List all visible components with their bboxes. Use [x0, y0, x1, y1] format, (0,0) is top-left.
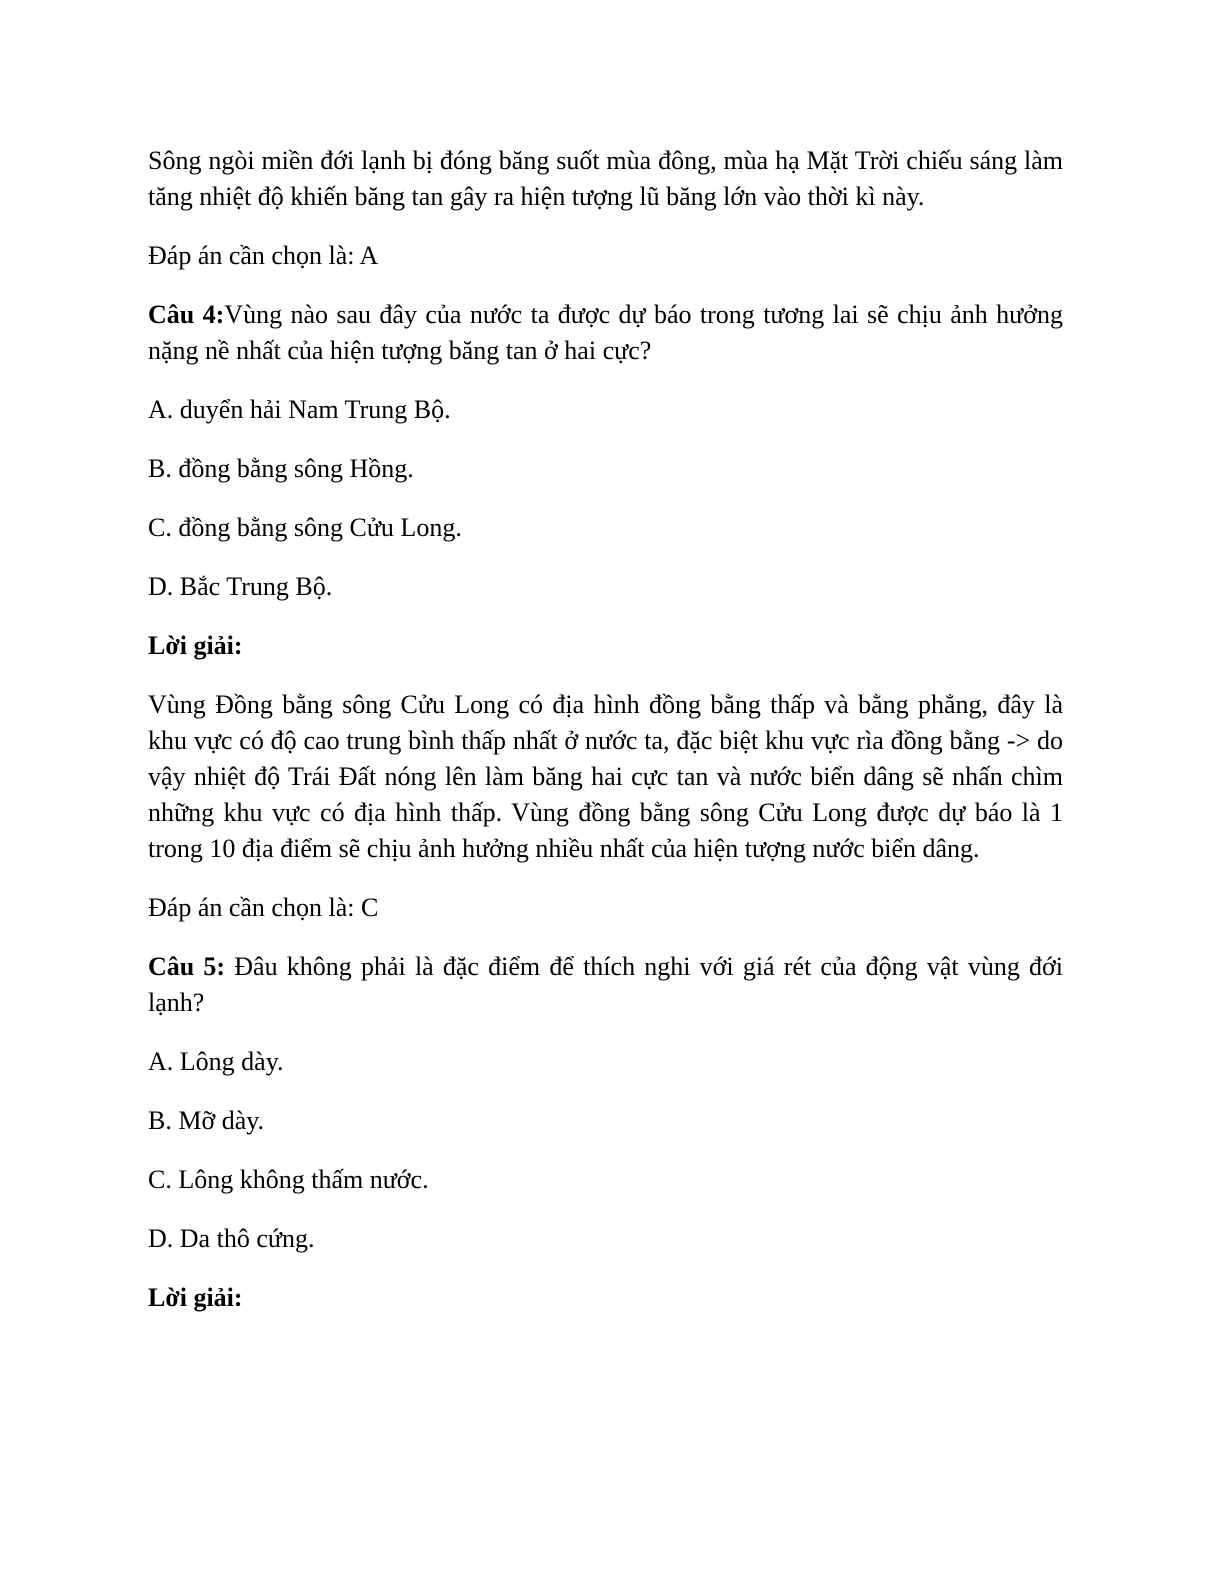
question-5-option-c: C. Lông không thấm nước.: [148, 1165, 429, 1194]
question-4-option-b: B. đồng bằng sông Hồng.: [148, 454, 414, 483]
question-5-text: Đâu không phải là đặc điểm để thích nghi với giá rét của động vật vùng đới lạnh?: [148, 952, 1063, 1017]
document-page: [148, 143, 1063, 1339]
question-4-option-a: A. duyển hải Nam Trung Bộ.: [148, 395, 451, 424]
question-4-solution: Vùng Đồng bằng sông Cửu Long có địa hình đồng bằng thấp và bằng phẳng, đây là khu vực có độ cao trung bình thấp nhất ở nước ta, đặc biệt khu vực rìa đồng bằng -> do vậy nhiệt độ Trái Đất nóng lên làm băng hai cực tan và nước biển dâng sẽ nhấn chìm những khu vực có địa hình thấp. Vùng đồng bằng sông Cửu Long được dự báo là 1 trong 10 địa điểm sẽ chịu ảnh hưởng nhiều nhất của hiện tượng nước biển dâng.: [148, 690, 1063, 863]
question-5-solution-label: Lời giải:: [148, 1283, 243, 1312]
question-5-option-a: A. Lông dày.: [148, 1047, 284, 1076]
answer-q3: Đáp án cần chọn là: A: [148, 241, 379, 270]
question-5: [148, 949, 1063, 1021]
question-5-option-b: B. Mỡ dày.: [148, 1106, 265, 1135]
question-4-option-c: C. đồng bằng sông Cửu Long.: [148, 513, 462, 542]
question-4-option-d: D. Bắc Trung Bộ.: [148, 572, 333, 601]
question-4-text: Vùng nào sau đây của nước ta được dự báo trong tương lai sẽ chịu ảnh hưởng nặng nề nhất của hiện tượng băng tan ở hai cực?: [148, 300, 1063, 365]
question-5-label: Câu 5:: [148, 952, 226, 981]
question-4: [148, 297, 1063, 369]
question-4-label: Câu 4:: [148, 300, 225, 329]
answer-q4: Đáp án cần chọn là: C: [148, 893, 379, 922]
question-5-option-d: D. Da thô cứng.: [148, 1224, 315, 1253]
paragraph-explanation-q3: Sông ngòi miền đới lạnh bị đóng băng suốt mùa đông, mùa hạ Mặt Trời chiếu sáng làm tăng nhiệt độ khiến băng tan gây ra hiện tượng lũ băng lớn vào thời kì này.: [148, 146, 1063, 211]
question-4-solution-label: Lời giải:: [148, 631, 243, 660]
